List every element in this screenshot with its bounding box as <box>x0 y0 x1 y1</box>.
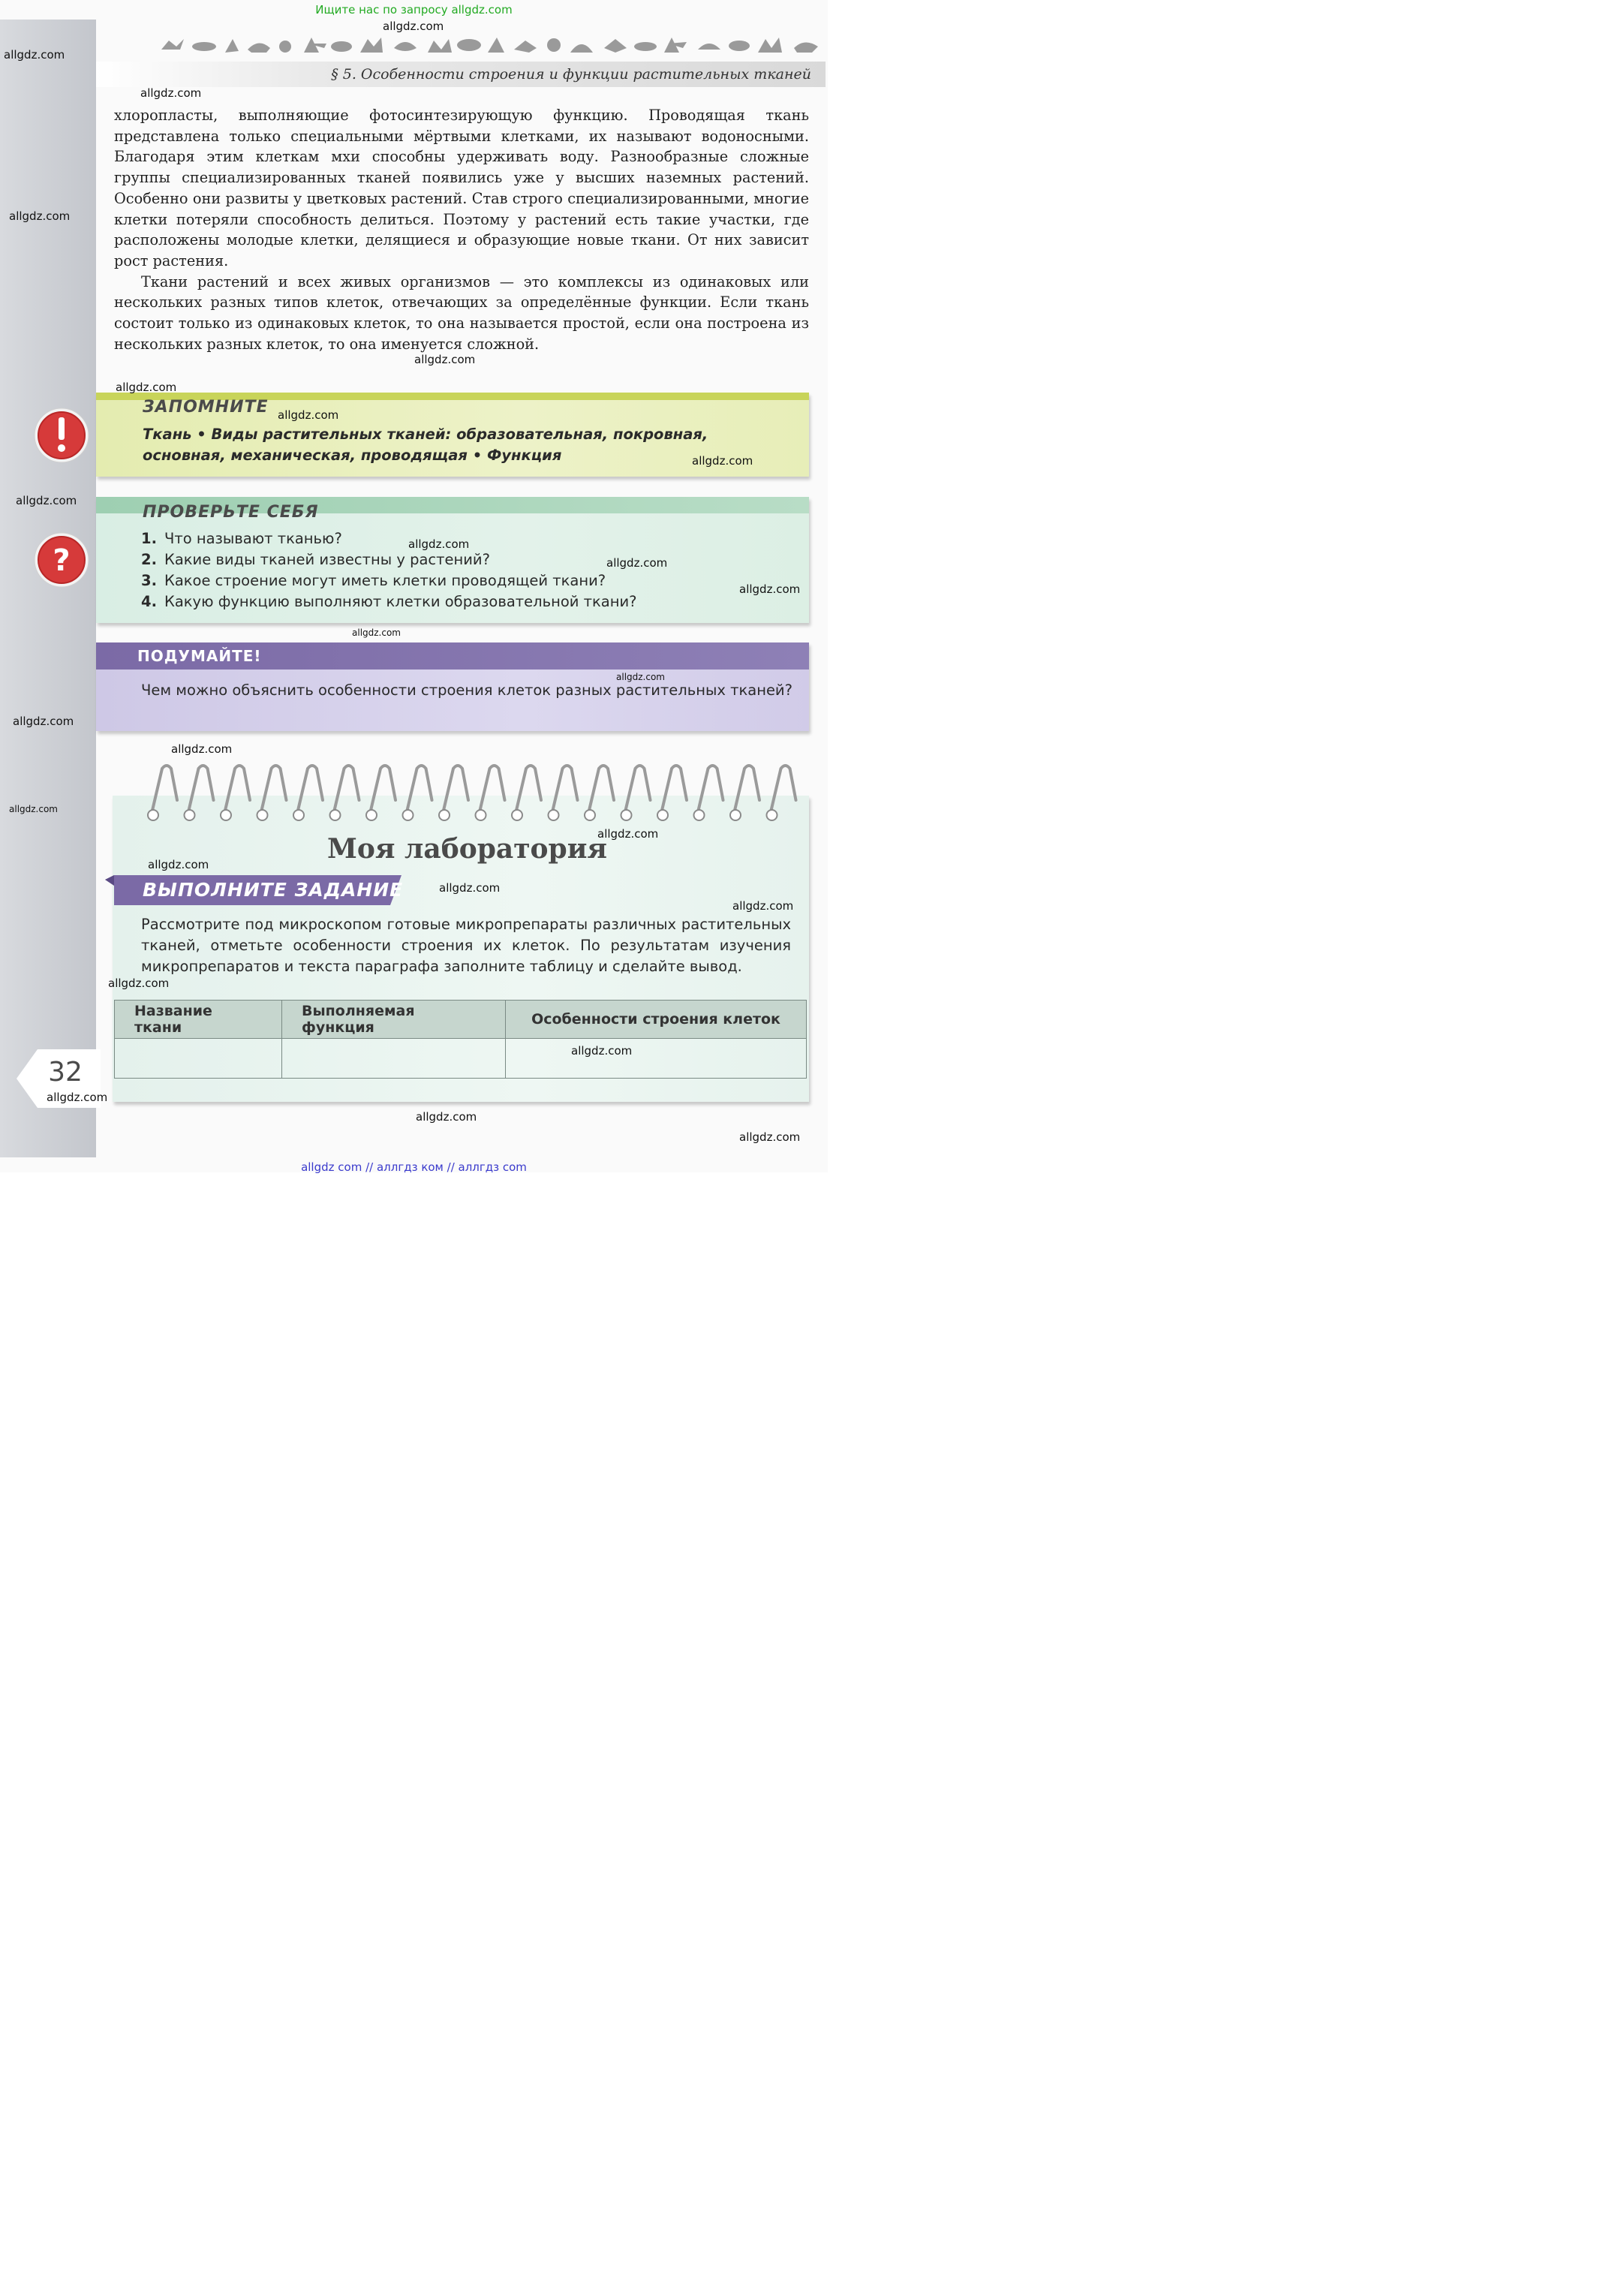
table-header-row <box>115 1001 807 1039</box>
watermark: allgdz.com <box>13 715 74 728</box>
spiral-ring <box>730 766 759 820</box>
think-text: Чем можно объяснить особенности строения клеток разных растительных тканей? <box>141 682 792 699</box>
watermark: allgdz.com <box>606 556 668 570</box>
watermark: allgdz.com <box>278 408 339 422</box>
spiral-ring <box>293 766 323 820</box>
watermark: allgdz.com <box>439 881 501 895</box>
spiral-ring <box>148 766 177 820</box>
table-header-cell: Особенности строения клеток <box>506 1001 807 1039</box>
spiral-ring <box>403 766 432 820</box>
watermark: allgdz.com <box>140 86 202 100</box>
watermark: allgdz.com <box>571 1044 633 1058</box>
watermark: allgdz.com <box>414 353 476 366</box>
watermark: allgdz.com <box>739 1130 801 1144</box>
page-number: 32 <box>48 1057 83 1088</box>
watermark: allgdz.com <box>9 804 58 814</box>
lab-title: Моя лаборатория <box>327 833 608 865</box>
animal-silhouettes-strip <box>158 33 826 57</box>
spiral-ring <box>221 766 250 820</box>
table-header-cell: Название ткани <box>115 1001 282 1039</box>
body-paragraph: Ткани растений и всех живых организмов — это комплексы из одинаковых или нескольких разных типов клеток, отвечающих за определённые функции. Если ткань состоит только из одинаковых клеток, то она называется простой, если она построена из нескольких разных клеток, то она именуется сложной. <box>114 272 809 353</box>
watermark: allgdz.com <box>597 827 659 841</box>
spiral-ring <box>439 766 468 820</box>
spiral-ring <box>330 766 359 820</box>
spiral-ring <box>366 766 395 820</box>
left-margin-strip <box>0 20 96 1157</box>
table-header-cell: Выполняемая функция <box>282 1001 506 1039</box>
watermark-top: Ищите нас по запросу allgdz.com <box>315 3 513 17</box>
body-text <box>114 105 809 354</box>
lab-table <box>114 1000 807 1079</box>
question-icon <box>33 531 90 588</box>
watermark: allgdz.com <box>171 742 233 756</box>
question-list <box>141 528 801 612</box>
question-item: 2. Какие виды тканей известны у растений? <box>141 551 490 568</box>
spiral-ring <box>549 766 578 820</box>
remember-text: Ткань • Виды растительных тканей: образовательная, покровная, основная, механическая, проводящая • Функция <box>143 426 708 464</box>
spiral-ring <box>185 766 214 820</box>
spiral-ring <box>512 766 541 820</box>
watermark: allgdz.com <box>352 627 401 638</box>
section-header-title: § 5. Особенности строения и функции растительных тканей <box>331 66 811 83</box>
spiral-ring <box>694 766 723 820</box>
question-item: 4. Какую функцию выполняют клетки образовательной ткани? <box>141 593 637 610</box>
spiral-ring <box>621 766 651 820</box>
spiral-ring <box>476 766 505 820</box>
notebook-spiral <box>135 763 810 826</box>
think-title: ПОДУМАЙТЕ! <box>137 647 262 665</box>
watermark-bottom: allgdz com // аллгдз ком // аллгдз com <box>301 1160 527 1174</box>
spiral-ring <box>657 766 687 820</box>
watermark: allgdz.com <box>692 454 753 468</box>
watermark: allgdz.com <box>616 672 665 682</box>
question-item: 3. Какое строение могут иметь клетки проводящей ткани? <box>141 572 606 589</box>
watermark: allgdz.com <box>383 20 444 33</box>
table-cell[interactable] <box>506 1039 807 1079</box>
svg-text:?: ? <box>53 543 71 578</box>
exclamation-icon <box>33 407 90 464</box>
watermark: allgdz.com <box>47 1091 108 1104</box>
remember-title: ЗАПОМНИТЕ <box>143 398 269 417</box>
watermark: allgdz.com <box>4 48 65 62</box>
watermark: allgdz.com <box>9 209 71 223</box>
watermark: allgdz.com <box>16 494 77 507</box>
watermark: allgdz.com <box>732 899 794 913</box>
watermark: allgdz.com <box>408 537 470 551</box>
table-cell[interactable] <box>282 1039 506 1079</box>
watermark: allgdz.com <box>116 381 177 394</box>
body-paragraph: хлоропласты, выполняющие фотосинтезирующую функцию. Проводящая ткань представлена только специальными мёртвыми клетками, их называют водоносными. Благодаря этим клеткам мхи способны удерживать воду. Разнообразные сложные группы специализированных тканей появились уже у высших наземных растений. Особенно они развиты у цветковых растений. Став строго специализированными, многие клетки потеряли способность делиться. Поэтому у растений есть такие участки, где расположены молодые клетки, делящиеся и образующие новые ткани. От них зависит рост растения. <box>114 107 809 269</box>
spiral-ring <box>257 766 287 820</box>
task-title: ВЫПОЛНИТЕ ЗАДАНИЕ <box>143 879 404 901</box>
table-row <box>115 1039 807 1079</box>
check-yourself-title: ПРОВЕРЬТЕ СЕБЯ <box>143 503 319 522</box>
watermark: allgdz.com <box>148 858 209 871</box>
watermark: allgdz.com <box>416 1110 477 1124</box>
watermark: allgdz.com <box>739 582 801 596</box>
watermark: allgdz.com <box>108 976 170 990</box>
task-text: Рассмотрите под микроскопом готовые микропрепараты различных растительных тканей, отметьте особенности строения их клеток. По результатам изучения микропрепаратов и текста параграфа заполните таблицу и сделайте вывод. <box>141 916 791 975</box>
question-item: 1. Что называют тканью? <box>141 530 342 547</box>
spiral-ring <box>767 766 796 820</box>
spiral-ring <box>585 766 614 820</box>
table-cell[interactable] <box>115 1039 282 1079</box>
